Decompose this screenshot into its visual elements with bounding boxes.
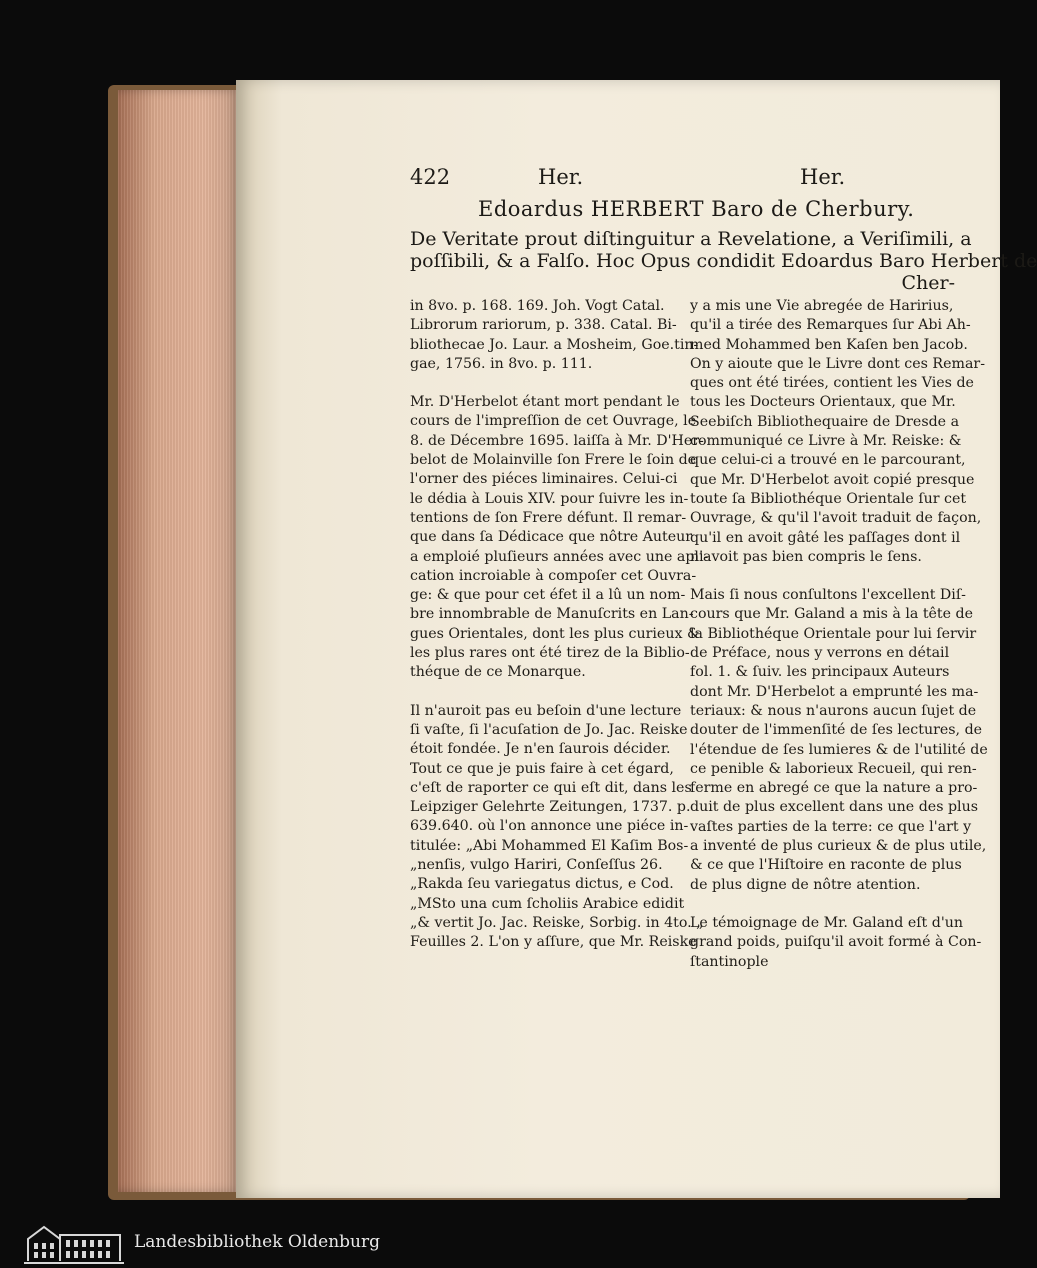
text-line: a emploié pluſieurs années avec une apli- (410, 548, 709, 565)
subtitle-line: poſſibili, & a Falſo. Hoc Opus condidit Edoardus Baro Herbert de (410, 250, 1037, 272)
text-line: gae, 1756. in 8vo. p. 111. (410, 355, 593, 372)
text-line: Seebiſch Bibliothequaire de Dresde a (690, 413, 960, 430)
text-line: étoit fondée. Je n'en ſaurois décider. (410, 741, 671, 758)
text-line: Leipziger Gelehrte Zeitungen, 1737. p. (410, 799, 691, 816)
text-line: tous les Docteurs Orientaux, que Mr. (690, 394, 956, 411)
text-line: Le témoignage de Mr. Galand eſt d'un (690, 914, 964, 931)
subtitle-line: De Veritate prout diſtinguitur a Revelatione, a Veriſimili, a (410, 228, 972, 250)
text-line: la Bibliothéque Orientale pour lui ſervir (690, 625, 977, 642)
text-line: cation incroiable à compoſer cet Ouvra- (410, 567, 697, 584)
text-line: théque de ce Monarque. (410, 664, 586, 681)
text-line: bre innombrable de Manuſcrits en Lan- (410, 606, 694, 623)
text-line: douter de l'immenſité de ſes lectures, de (690, 722, 983, 739)
right-text-column (690, 297, 988, 972)
text-line: Ouvrage, & qu'il l'avoit traduit de façon, (690, 510, 982, 527)
library-name: Landesbibliothek Oldenburg (134, 1232, 381, 1252)
text-line: 8. de Décembre 1695. laiſſa à Mr. D'Her- (410, 432, 704, 449)
text-line: in 8vo. p. 168. 169. Joh. Vogt Catal. (410, 298, 665, 314)
text-line: communiqué ce Livre à Mr. Reiske: & (690, 433, 962, 450)
text-line: On y aioute que le Livre dont ces Remar- (690, 355, 985, 372)
text-line: belot de Molainville ſon Frere le ſoin de (410, 452, 697, 469)
text-line: qu'il a tirée des Remarques ſur Abi Ah- (690, 317, 971, 334)
running-head-right: Her. (800, 165, 846, 189)
text-line: ce penible & laborieux Recueil, qui ren- (690, 760, 977, 777)
text-line: de Préface, nous y verrons en détail (690, 645, 950, 662)
text-line: & ce que l'Hiſtoire en raconte de plus (690, 857, 962, 874)
text-line: grand poids, puiſqu'il avoit formé à Con- (690, 934, 982, 951)
page-number: 422 (410, 165, 451, 189)
text-line: a inventé de plus curieux & de plus utile, (690, 838, 987, 855)
text-line: bliothecae Jo. Laur. a Mosheim, Goe.tin- (410, 336, 699, 353)
paragraph-gap (410, 683, 678, 702)
text-line: les plus rares ont été tirez de la Biblio- (410, 645, 690, 662)
text-line: ſi vaſte, ſi l'acuſation de Jo. Jac. Reiske (410, 721, 688, 738)
running-head (410, 165, 850, 193)
text-line: que celui-ci a trouvé en le parcourant, (690, 452, 966, 469)
paragraph-gap (690, 567, 954, 586)
left-text-column (410, 297, 709, 953)
paragraph-gap (690, 895, 954, 914)
subtitle-line: Cher- (901, 272, 955, 294)
text-line: qu'il en avoit gâté les paſſages dont il (690, 529, 961, 546)
library-building-icon (24, 1221, 124, 1265)
text-line: „nenſis, vulgo Hariri, Conſeſſus 26. (410, 857, 663, 874)
text-line: gues Orientales, dont les plus curieux & (410, 625, 700, 642)
text-line: Il n'auroit pas eu beſoin d'une lecture (410, 702, 682, 719)
text-line: fol. 1. & ſuiv. les principaux Auteurs (690, 664, 950, 681)
text-line: „& vertit Jo. Jac. Reiske, Sorbig. in 4to. „ (410, 914, 704, 931)
text-line: cours de l'impreſſion de cet Ouvrage, le (410, 413, 697, 430)
text-line: dont Mr. D'Herbelot a emprunté les ma- (690, 683, 979, 700)
page-edges (118, 90, 240, 1192)
text-line: teriaux: & nous n'aurons aucun ſujet de (690, 702, 977, 719)
text-line: duit de plus excellent dans une des plus (690, 799, 979, 816)
text-line: titulée: „Abi Mohammed El Kaſim Bos- (410, 837, 689, 854)
text-line: le dédia à Louis XIV. pour ſuivre les in- (410, 490, 689, 507)
text-line: y a mis une Vie abregée de Haririus, (690, 298, 954, 314)
text-line: l'étendue de ſes lumieres & de l'utilité de (690, 741, 988, 758)
text-line: ge: & que pour cet éfet il a lû un nom- (410, 587, 686, 604)
text-line: „Rakda ſeu variegatus dictus, e Cod. (410, 876, 674, 893)
text-line: med Mohammed ben Kaſen ben Jacob. (690, 336, 968, 353)
text-line: 639.640. où l'on annonce une piéce in- (410, 818, 689, 835)
text-line: tentions de ſon Frere défunt. Il remar- (410, 509, 687, 526)
text-line: que dans ſa Dédicace que nôtre Auteur (410, 529, 693, 546)
text-line: ferme en abregé ce que la nature a pro- (690, 780, 978, 797)
text-line: que Mr. D'Herbelot avoit copié presque (690, 471, 975, 488)
text-line: l'orner des piéces liminaires. Celui-ci (410, 471, 678, 488)
text-line: de plus digne de nôtre atention. (690, 876, 921, 893)
paragraph-gap (410, 374, 678, 393)
text-line: cours que Mr. Galand a mis à la tête de (690, 606, 974, 623)
text-line: vaſtes parties de la terre: ce que l'art y (690, 818, 972, 835)
text-line: toute ſa Bibliothéque Orientale ſur cet (690, 490, 967, 507)
text-line: Feuilles 2. L'on y aſſure, que Mr. Reiske (410, 934, 697, 951)
text-line: ques ont été tirées, contient les Vies de (690, 375, 974, 392)
text-line: c'eſt de raporter ce qui eſt dit, dans les (410, 779, 692, 796)
entry-subtitle (410, 228, 1037, 294)
text-line: n'avoit pas bien compris le ſens. (690, 548, 922, 565)
text-line: „MSto una cum ſcholiis Arabice edidit (410, 895, 685, 912)
text-line: Librorum rariorum, p. 338. Catal. Bi- (410, 317, 677, 334)
running-head-left: Her. (538, 165, 584, 189)
text-line: Mais ſi nous conſultons l'excellent Diſ- (690, 587, 966, 604)
text-line: Mr. D'Herbelot étant mort pendant le (410, 394, 680, 411)
text-line: ſtantinople (690, 953, 769, 970)
text-line: Tout ce que je puis faire à cet égard, (410, 760, 674, 777)
entry-title: Edoardus HERBERT Baro de Cherbury. (478, 197, 915, 221)
